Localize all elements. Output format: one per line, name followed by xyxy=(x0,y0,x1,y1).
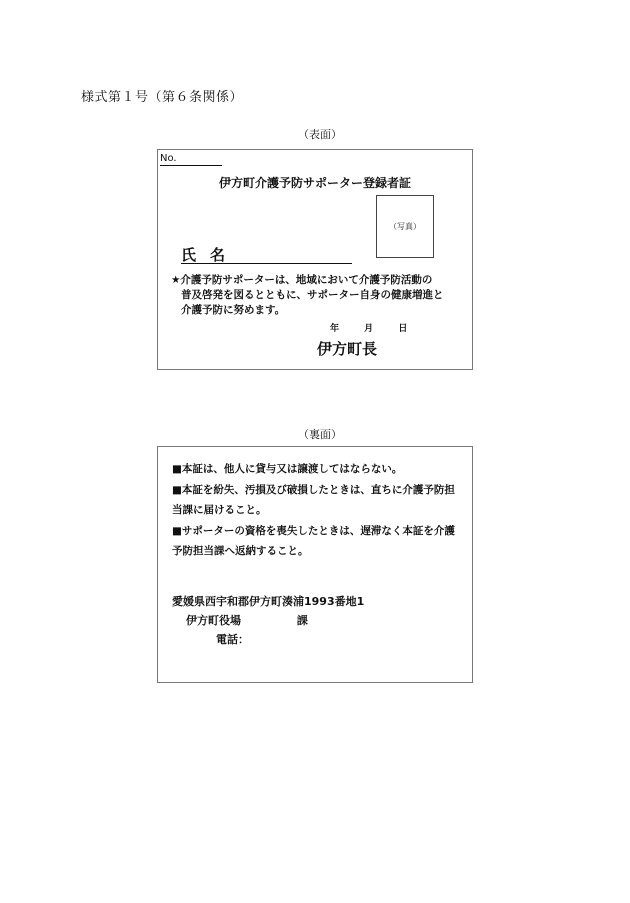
supporter-description xyxy=(171,273,461,318)
date-day: 日 xyxy=(398,324,408,334)
contact-block xyxy=(172,592,364,649)
rule-line: 予防担当課へ返納すること。 xyxy=(172,545,309,557)
issue-date xyxy=(330,321,407,334)
rule-line: ■本証を紛失、汚損及び破損したときは、直ちに介護予防担 xyxy=(172,483,455,496)
name-underline xyxy=(181,263,352,264)
rule-line: 当課に届けること。 xyxy=(172,504,267,516)
office-name: 伊方町役場 xyxy=(186,614,241,627)
photo-box xyxy=(376,195,434,258)
rule-line: ■本証は、他人に貸与又は譲渡してはならない。 xyxy=(172,463,403,475)
issuer-name: 伊方町長 xyxy=(317,340,378,358)
section-label: 課 xyxy=(296,614,308,627)
card-back xyxy=(157,446,473,683)
date-month: 月 xyxy=(364,324,374,334)
photo-label: （写真） xyxy=(389,222,421,231)
front-side-label: （表面） xyxy=(298,128,342,141)
date-year: 年 xyxy=(330,324,340,334)
card-front xyxy=(157,149,473,370)
back-side-label: （裏面） xyxy=(298,428,342,441)
description-line: 介護予防に努めます。 xyxy=(181,304,286,316)
phone-label: 電話： xyxy=(216,633,249,646)
card-number-field: No. xyxy=(160,153,222,166)
card-title: 伊方町介護予防サポーター登録者証 xyxy=(218,176,411,190)
description-line: 普及啓発を図るとともに、サポーター自身の健康増進と xyxy=(181,289,444,301)
rule-line: ■サポーターの資格を喪失したときは、遅滞なく本証を介護 xyxy=(172,524,455,537)
usage-rules xyxy=(172,459,472,562)
form-number-label: 様式第１号（第６条関係） xyxy=(81,90,244,105)
address-line: 愛媛県西宇和郡伊方町湊浦1993番地1 xyxy=(172,595,365,608)
name-label: 氏名 xyxy=(181,246,240,264)
office-line xyxy=(172,611,364,630)
description-line: ★介護予防サポーターは、地域において介護予防活動の xyxy=(171,274,433,286)
